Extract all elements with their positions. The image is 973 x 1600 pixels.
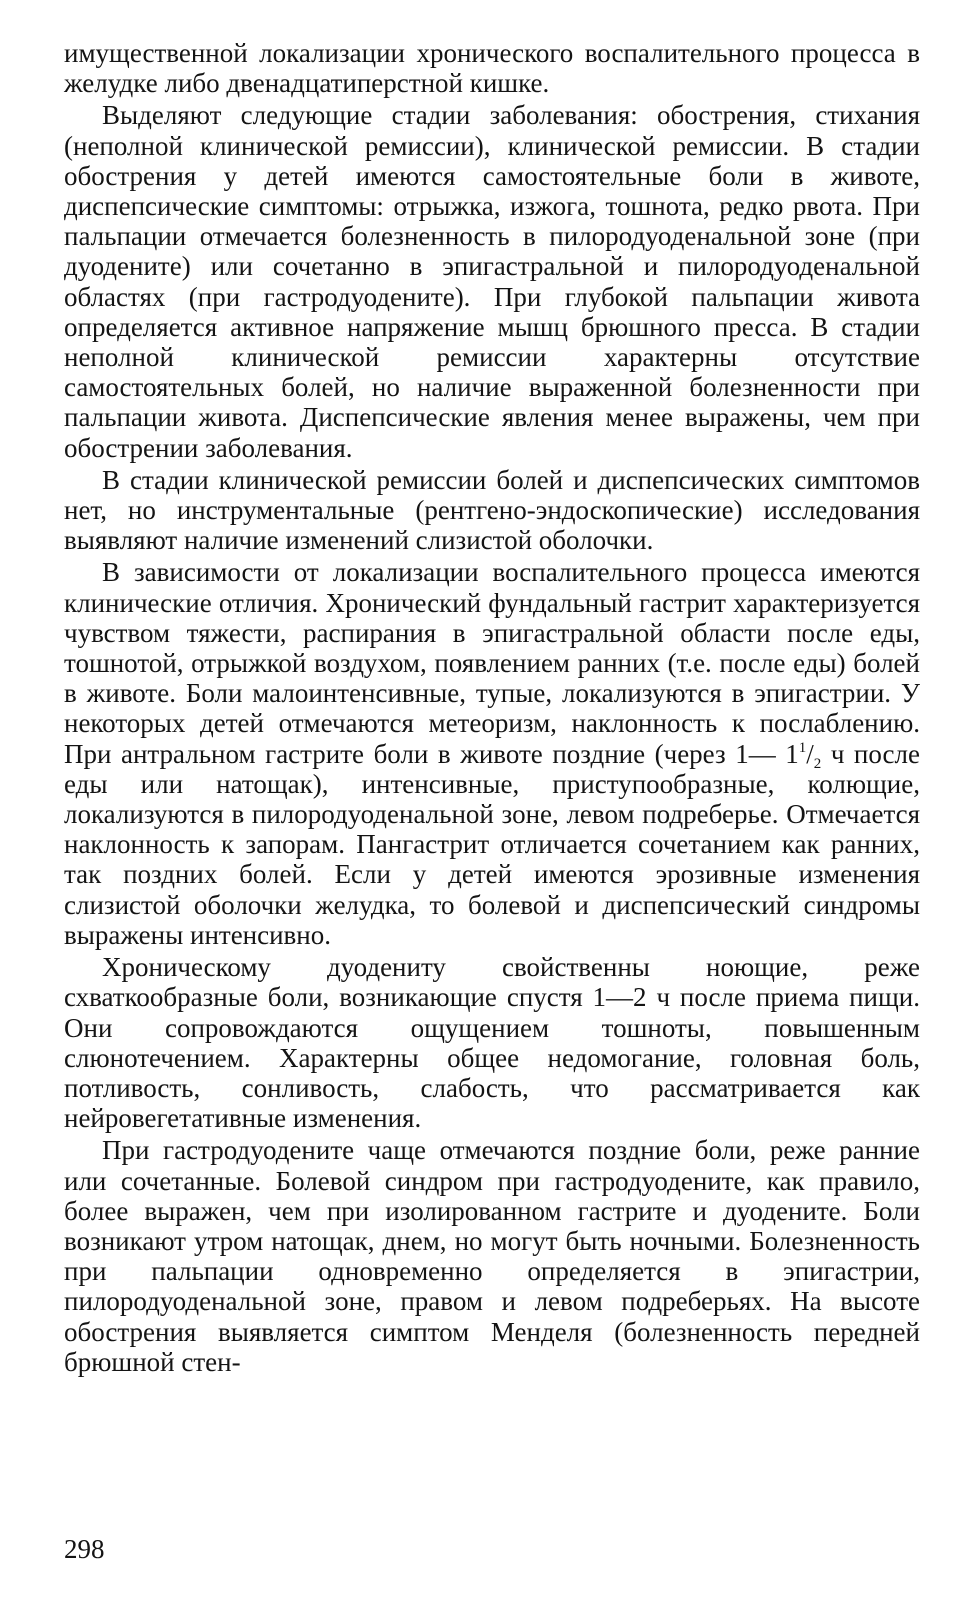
fraction-slash: / (806, 738, 814, 769)
fraction-one-and-a-half (785, 738, 822, 772)
fraction-whole: 1 (785, 738, 799, 769)
fraction-numerator: 1 (798, 739, 807, 756)
paragraph-4-text: В зависимости от локализации воспалительного процесса имеются клинические отличия. Хронический фундальный гастрит характеризуется чувством тяжести, распирания в эпигастральной области после еды, тошнотой, отрыжкой воздухом, появлением ранних (т.е. после еды) болей в животе. Боли малоинтенсивные, тупые, локализуются в эпигастрии. У некоторых детей отмечаются метеоризм, наклонность к послаблению. При антральном гастрите боли в животе поздние (через 1— (64, 557, 920, 769)
paragraph-4-continuation: ч после еды или натощак), интенсивные, приступообразные, колющие, локализуются в пилородуоденальной зоне, левом подреберье. Отмечается наклонность к запорам. Пангастрит отличается сочетанием как ранних, так поздних болей. Если у детей имеются эрозивные изменения слизистой оболочки желудка, то болевой и диспепсический синдромы выражены интенсивно. (64, 738, 920, 950)
paragraph-1: имущественной локализации хронического воспалительного процесса в желудке либо двенадцатиперстной кишке. (64, 38, 920, 99)
paragraph-4 (64, 557, 920, 950)
paragraph-3: В стадии клинической ремиссии болей и диспепсических симптомов нет, но инструментальные (рентгено-эндоскопические) исследования выявляют наличие изменений слизистой оболочки. (64, 464, 920, 556)
paragraph-5: Хроническому дуодениту свойственны ноющие, реже схваткообразные боли, возникающие спустя 1—2 ч после приема пищи. Они сопровождаются ощущением тошноты, повышенным слюнотечением. Характерны общее недомогание, головная боль, потливость, сонливость, слабость, что рассматривается как нейровегетативные изменения. (64, 952, 920, 1134)
paragraph-2: Выделяют следующие стадии заболевания: обострения, стихания (неполной клинической ремиссии), клинической ремиссии. В стадии обострения у детей имеются самостоятельные боли в животе, диспепсические симптомы: отрыжка, изжога, тошнота, редко рвота. При пальпации отмечается болезненность в пилородуоденальной зоне (при дуодените) или сочетанно в эпигастральной и пилородуоденальной областях (при гастродуодените). При глубокой пальпации живота определяется активное напряжение мышц брюшного пресса. В стадии неполной клинической ремиссии характерны отсутствие самостоятельных болей, но наличие выраженной болезненности при пальпации живота. Диспепсические явления менее выражены, чем при обострении заболевания. (64, 100, 920, 463)
fraction-denominator: 2 (813, 755, 822, 772)
page-body (64, 38, 920, 1377)
paragraph-6: При гастродуодените чаще отмечаются поздние боли, реже ранние или сочетанные. Болевой синдром при гастродуодените, как правило, более выражен, чем при изолированном гастрите и дуодените. Боли возникают утром натощак, днем, но могут быть ночными. Болезненность при пальпации одновременно определяется в эпигастрии, пилородуоденальной зоне, правом и левом подреберьях. На высоте обострения выявляется симптом Менделя (болезненность передней брюшной стен- (64, 1135, 920, 1377)
page-number: 298 (64, 1534, 105, 1564)
